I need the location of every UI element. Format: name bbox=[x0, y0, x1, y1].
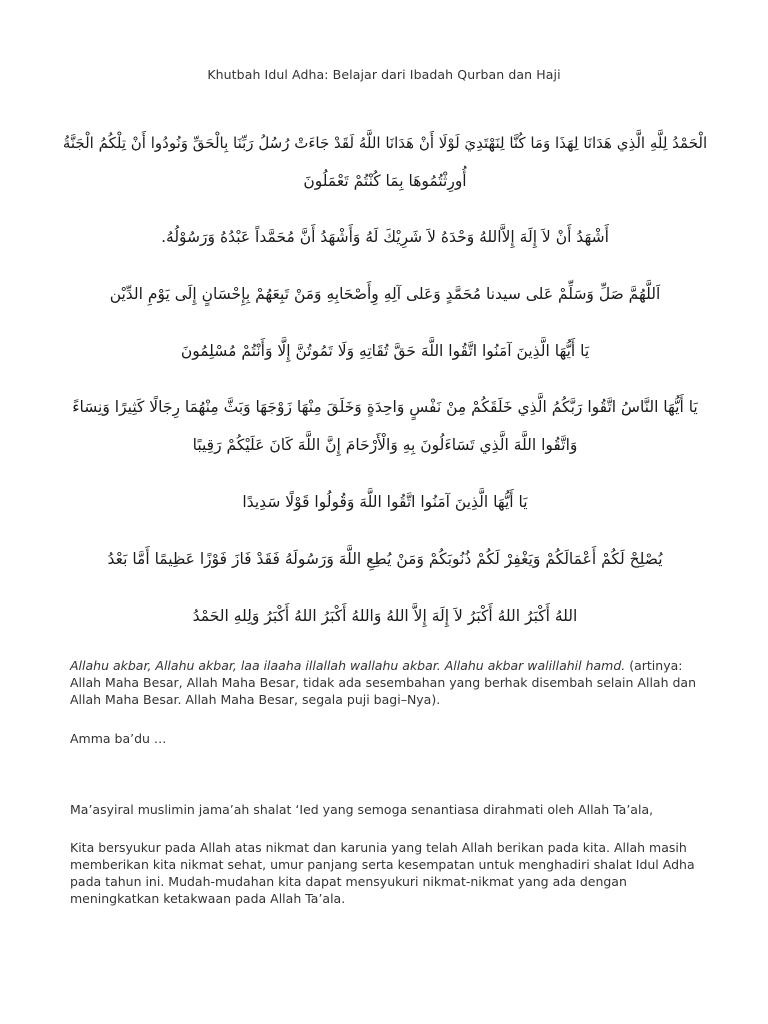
gratitude-paragraph: Kita bersyukur pada Allah atas nikmat dan karunia yang telah Allah berikan pada kita. Allah masih memberikan kita nikmat sehat, umur panjang serta kesempatan untuk menghadiri shalat Idul Adha pada tahun ini. Mudah-mudahan kita dapat mensyukuri nikmat-nikmat yang ada dengan meningkatkan ketakwaan pada Allah Ta’ala. bbox=[70, 840, 695, 906]
amma-badu: Amma ba’du … bbox=[70, 731, 167, 746]
arabic-ayat-1: يَا أَيُّهَا الَّذِينَ آمَنُوا اتَّقُوا اللَّهَ حَقَّ تُقَاتِهِ وَلَا تَمُوتُنَّ إِلَّا وَأَنْتُمْ مُسْلِمُونَ bbox=[180, 342, 590, 360]
arabic-syahadat: أَشْهَدُ أَنْ لاَ إِلَهَ إِلاَّاللهُ وَحْدَهُ لاَ شَرِيْكَ لَهُ وَأَشْهَدُ أَنَّ مُحَمَّداً عَبْدُهُ وَرَسُوْلُهُ. bbox=[161, 228, 609, 246]
arabic-takbir: اللهُ أَكْبَرُ اللهُ أَكْبَرُ لاَ إِلَهَ إِلاَّ اللهُ وَاللهُ أَكْبَرُ اللهُ أَكْبَرُ وَلِلهِ الحَمْدُ bbox=[192, 607, 578, 625]
arabic-ayat-4: يُصْلِحْ لَكُمْ أَعْمَالَكُمْ وَيَغْفِرْ لَكُمْ ذُنُوبَكُمْ وَمَنْ يُطِعِ اللَّهَ وَرَسُولَهُ فَقَدْ فَازَ فَوْزًا عَظِيمًا أَمَّا بَعْدُ bbox=[107, 550, 663, 568]
document-title: Khutbah Idul Adha: Belajar dari Ibadah Qurban dan Haji bbox=[207, 67, 561, 82]
arabic-shalawat: اَللَّهُمَّ صَلِّ وَسَلِّمْ عَلى سيدنا مُحَمَّدٍ وَعَلى آلِهِ وِأَصْحَابِهِ وَمَنْ تَبِعَهُمْ بِإِحْسَانٍ إِلَى يَوْمِ الدِّيْن bbox=[109, 285, 661, 303]
arabic-hamd-line-2: أُورِثْتُمُوهَا بِمَا كُنْتُمْ تَعْمَلُونَ bbox=[303, 172, 467, 190]
takbir-translation-paragraph bbox=[70, 657, 710, 708]
arabic-ayat-2-line-1: يَا أَيُّهَا النَّاسُ اتَّقُوا رَبَّكُمُ الَّذِي خَلَقَكُمْ مِنْ نَفْسٍ وَاحِدَةٍ وَخَلَقَ مِنْهَا زَوْجَهَا وَبَثَّ مِنْهُمَا رِجَالًا كَثِيرًا وَنِسَاءً bbox=[72, 398, 698, 416]
greeting-paragraph: Ma’asyiral muslimin jama’ah shalat ‘Ied yang semoga senantiasa dirahmati oleh Allah Ta’ala, bbox=[70, 802, 654, 817]
arabic-ayat-2-line-2: وَاتَّقُوا اللَّهَ الَّذِي تَسَاءَلُونَ بِهِ وَالْأَرْحَامَ إِنَّ اللَّهَ كَانَ عَلَيْكُمْ رَقِيبًا bbox=[192, 436, 578, 454]
takbir-latin: Allahu akbar, Allahu akbar, laa ilaaha illallah wallahu akbar. Allahu akbar walillahil hamd. bbox=[70, 658, 626, 673]
arabic-hamd-line-1: الْحَمْدُ لِلَّهِ الَّذِي هَدَانَا لِهَذَا وَمَا كُنَّا لِنَهْتَدِيَ لَوْلَا أَنْ هَدَانَا اللَّهُ لَقَدْ جَاءَتْ رُسُلُ رَبِّنَا بِالْحَقِّ وَنُودُوا أَنْ تِلْكُمُ الْجَنَّةُ bbox=[62, 134, 708, 152]
takbir-meaning: (artinya: Allah Maha Besar, Allah Maha Besar, tidak ada sesembahan yang berhak disembah selain Allah dan Allah Maha Besar. Allah Maha Besar, segala puji bagi–Nya). bbox=[70, 658, 696, 707]
arabic-ayat-3: يَا أَيُّهَا الَّذِينَ آمَنُوا اتَّقُوا اللَّهَ وَقُولُوا قَوْلًا سَدِيدًا bbox=[242, 493, 528, 511]
